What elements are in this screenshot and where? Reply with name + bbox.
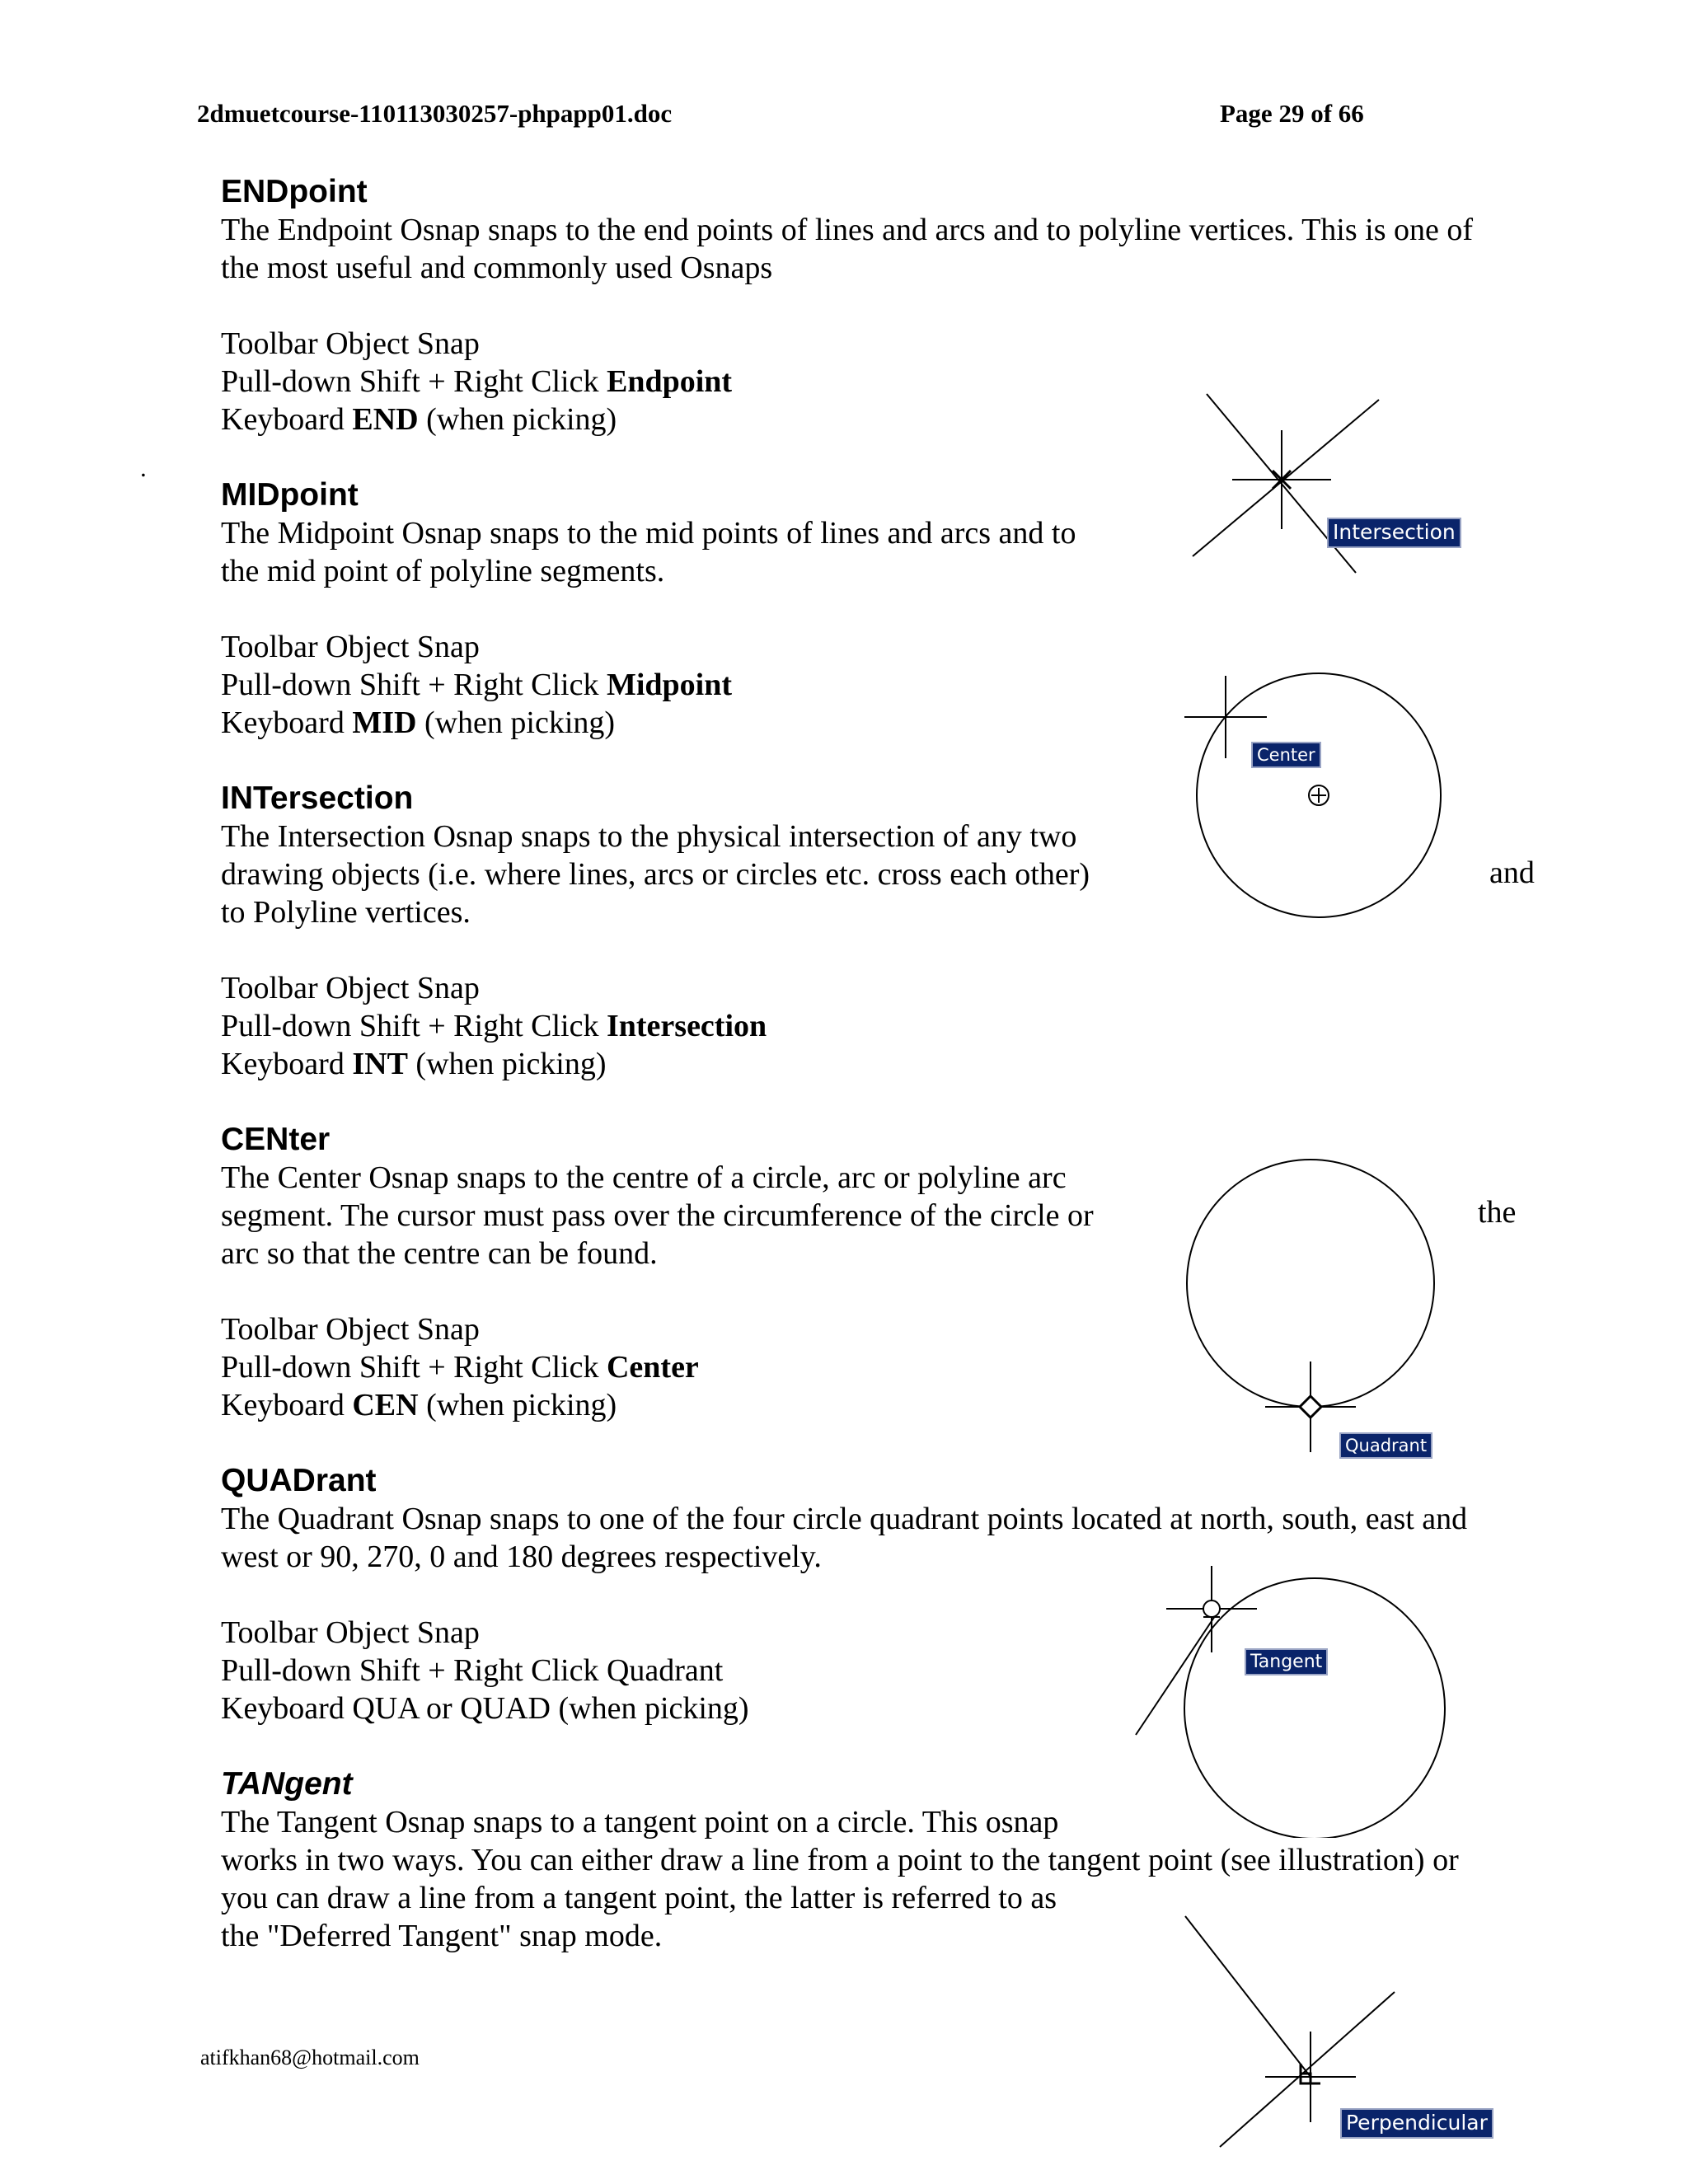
midpoint-pulldown-command: Midpoint	[606, 668, 733, 702]
tangent-desc-line-4: the "Deferred Tangent" snap mode.	[221, 1919, 663, 1953]
intersection-desc-line-1: The Intersection Osnap snaps to the physical intersection of any two	[221, 819, 1077, 854]
midpoint-pulldown-text: Pull-down Shift + Right Click	[221, 668, 607, 702]
intersection-desc-line-2: drawing objects (i.e. where lines, arcs or circles etc. cross each other)	[221, 857, 1090, 892]
tangent-desc-line-1: The Tangent Osnap snaps to a tangent point on a circle. This osnap	[221, 1805, 1059, 1840]
midpoint-keyboard-key: MID	[352, 705, 417, 740]
quadrant-pulldown: Pull-down Shift + Right Click Quadrant	[221, 1653, 724, 1688]
tangent-heading: TANgent	[221, 1766, 353, 1802]
tangent-desc-line-3: you can draw a line from a tangent point, the latter is referred to as	[221, 1881, 1057, 1915]
midpoint-heading: MIDpoint	[221, 477, 359, 513]
intersection-snap-drawing	[1187, 387, 1484, 577]
tangent-marker-icon	[1203, 1601, 1220, 1617]
center-desc-line-1: The Center Osnap snaps to the centre of a circle, arc or polyline arc	[221, 1160, 1067, 1195]
quadrant-desc-line-1: The Quadrant Osnap snaps to one of the four circle quadrant points located at north, south, east and	[221, 1502, 1468, 1536]
endpoint-pulldown-text: Pull-down Shift + Right Click	[221, 364, 607, 399]
quadrant-desc-line-2: west or 90, 270, 0 and 180 degrees respectively.	[221, 1540, 822, 1574]
quadrant-keyboard: Keyboard QUA or QUAD (when picking)	[221, 1691, 749, 1726]
endpoint-keyboard-text: Keyboard	[221, 402, 353, 437]
center-heading: CENter	[221, 1122, 331, 1157]
midpoint-toolbar: Toolbar Object Snap	[221, 630, 480, 664]
intersection-pulldown-text: Pull-down Shift + Right Click	[221, 1009, 607, 1043]
footer-email: atifkhan68@hotmail.com	[200, 2046, 420, 2069]
midpoint-desc-line-1: The Midpoint Osnap snaps to the mid points of lines and arcs and to	[221, 516, 1076, 551]
intersection-keyboard	[221, 1045, 1556, 1083]
endpoint-toolbar: Toolbar Object Snap	[221, 326, 480, 361]
tangent-snap-figure	[1121, 1566, 1467, 1838]
document-filename: 2dmuetcourse-110113030257-phpapp01.doc	[197, 99, 673, 128]
perpendicular-snap-figure	[1179, 1912, 1492, 2151]
intersection-snap-figure	[1187, 387, 1484, 577]
intersection-tooltip: Intersection	[1329, 519, 1460, 546]
center-keyboard-note: (when picking)	[418, 1388, 617, 1422]
center-snap-figure	[1179, 668, 1459, 923]
stray-mark: .	[140, 453, 147, 482]
intersection-keyboard-key: INT	[352, 1047, 408, 1081]
center-desc-line-3: arc so that the centre can be found.	[221, 1236, 658, 1271]
midpoint-keyboard-text: Keyboard	[221, 705, 353, 740]
quadrant-snap-figure	[1179, 1154, 1451, 1467]
intersection-desc-tail: and	[1489, 855, 1535, 890]
endpoint-pulldown-command: Endpoint	[606, 364, 733, 399]
intersection-desc-line-3: to Polyline vertices.	[221, 895, 471, 930]
endpoint-keyboard-key: END	[352, 402, 419, 437]
intersection-pulldown	[221, 1007, 1556, 1045]
center-desc-tail: the	[1478, 1195, 1517, 1230]
center-pulldown-command: Center	[606, 1350, 699, 1385]
tangent-snap-drawing	[1121, 1566, 1467, 1838]
quadrant-snap-drawing	[1179, 1154, 1451, 1467]
endpoint-heading: ENDpoint	[221, 174, 368, 209]
center-toolbar: Toolbar Object Snap	[221, 1312, 480, 1347]
endpoint-desc-line-2: the most useful and commonly used Osnaps	[221, 251, 773, 285]
center-snap-drawing	[1179, 668, 1459, 923]
quadrant-toolbar: Toolbar Object Snap	[221, 1615, 480, 1650]
intersection-heading: INTersection	[221, 780, 414, 816]
intersection-keyboard-text: Keyboard	[221, 1047, 353, 1081]
endpoint-desc-line-1: The Endpoint Osnap snaps to the end points of lines and arcs and to polyline vertices. This is one of	[221, 213, 1474, 247]
quadrant-heading: QUADrant	[221, 1463, 377, 1498]
center-keyboard-text: Keyboard	[221, 1388, 353, 1422]
center-keyboard-key: CEN	[352, 1388, 419, 1422]
page-number: Page 29 of 66	[1220, 99, 1364, 128]
center-tooltip: Center	[1253, 743, 1320, 766]
quadrant-marker-icon	[1300, 1396, 1321, 1418]
perpendicular-tooltip: Perpendicular	[1342, 2110, 1492, 2137]
center-pulldown-text: Pull-down Shift + Right Click	[221, 1350, 607, 1385]
intersection-keyboard-note: (when picking)	[407, 1047, 607, 1081]
intersection-toolbar: Toolbar Object Snap	[221, 971, 480, 1005]
midpoint-desc-line-2: the mid point of polyline segments.	[221, 554, 665, 588]
quadrant-tooltip: Quadrant	[1341, 1434, 1431, 1457]
center-desc-line-2: segment. The cursor must pass over the circumference of the circle or	[221, 1198, 1094, 1233]
tangent-desc-line-2: works in two ways. You can either draw a line from a point to the tangent point (see illustration) or	[221, 1843, 1459, 1877]
endpoint-keyboard-note: (when picking)	[418, 402, 617, 437]
tangent-tooltip: Tangent	[1246, 1650, 1326, 1674]
intersection-pulldown-command: Intersection	[606, 1009, 767, 1043]
midpoint-keyboard-note: (when picking)	[416, 705, 616, 740]
